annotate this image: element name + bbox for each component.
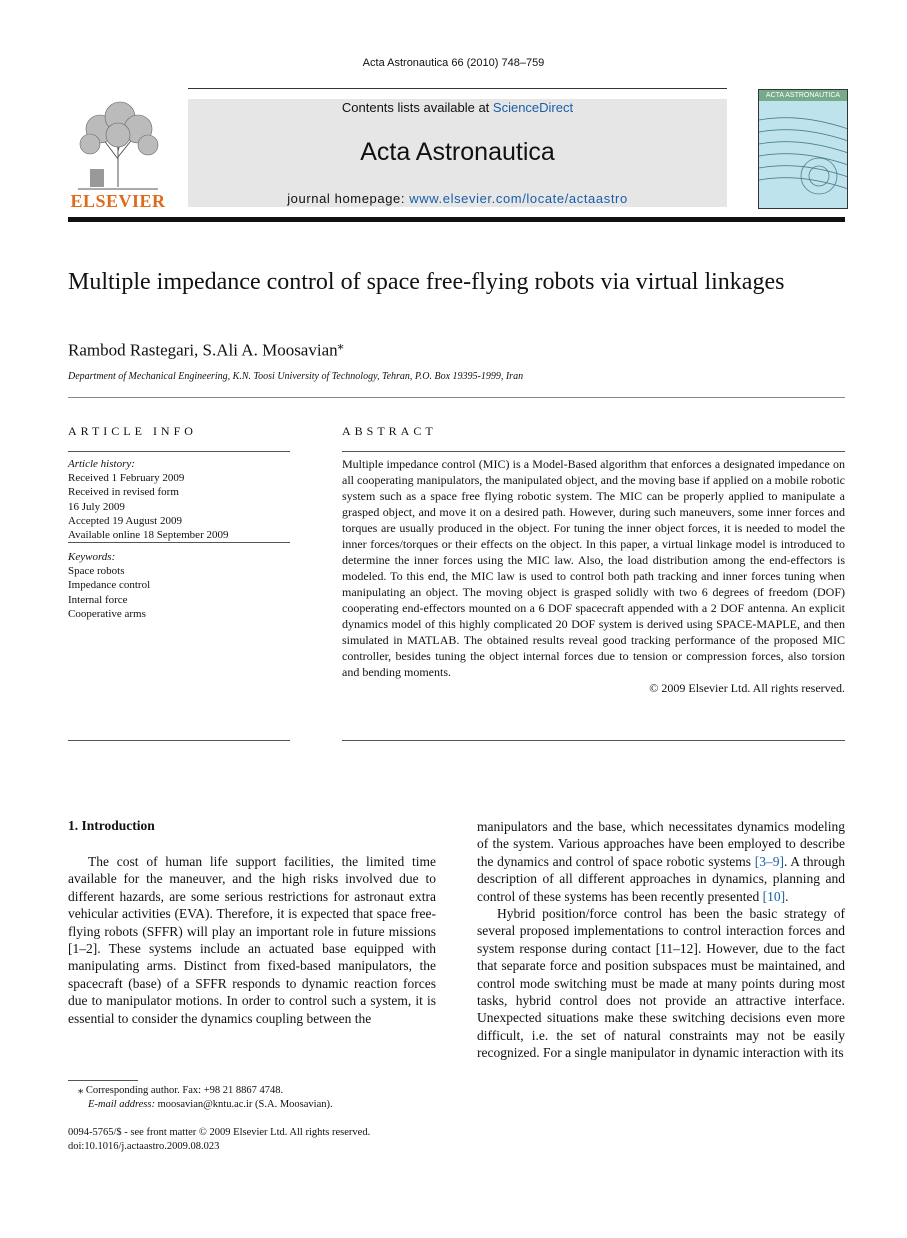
- abstract-bottom-rule: [342, 740, 845, 741]
- reference-link[interactable]: [10]: [762, 888, 786, 904]
- keywords-block: [68, 550, 290, 621]
- publisher-wordmark: ELSEVIER: [70, 191, 166, 211]
- affiliation-divider: [68, 397, 845, 398]
- history-item: 16 July 2009: [68, 500, 125, 513]
- cover-pattern-icon: [759, 101, 847, 209]
- authors-names: Rambod Rastegari, S.Ali A. Moosavian: [68, 340, 338, 360]
- article-info-rule: [68, 451, 290, 452]
- keywords-label: Keywords:: [68, 551, 116, 563]
- email-line: [78, 1098, 438, 1112]
- header-thick-rule: [68, 217, 845, 222]
- keywords-rule: [68, 542, 290, 543]
- contents-prefix: Contents lists available at: [341, 100, 493, 115]
- email-address[interactable]: moosavian@kntu.ac.ir (S.A. Moosavian).: [157, 1099, 333, 1110]
- abstract-rule: [342, 451, 845, 452]
- paragraph-text: . A through description of all different approaches in dynamics, planning and control of these systems has been recently presented: [477, 853, 845, 904]
- keyword-item: Space robots: [68, 565, 125, 578]
- intro-paragraph: The cost of human life support facilities, the limited time available for the maneuver, and the high risks involved due to different hazards, are some serious restrictions for astronaut extra vehicular activities (EVA). Therefore, it is expected that space free-flying robots (SFFR) will play an important role in future missions [1–2]. These systems include an actuated base equipped with manipulating arms. Distinct from fixed-based manipulators, the spacecraft (base) of a SFFR responds to dynamic reaction forces due to manipulator motions. In order to control such a system, it is essential to consider the dynamics coupling between the: [68, 854, 436, 1026]
- abstract-copyright: © 2009 Elsevier Ltd. All rights reserved.: [649, 681, 845, 695]
- footnote-block: [78, 1084, 438, 1112]
- article-history: [68, 457, 290, 542]
- abstract-heading: ABSTRACT: [342, 424, 437, 438]
- cover-title: ACTA ASTRONAUTICA: [759, 90, 847, 101]
- front-matter-block: [68, 1126, 448, 1154]
- corresponding-author-note: ⁎ Corresponding author. Fax: +98 21 8867 4748.: [78, 1085, 284, 1096]
- author-affiliation: Department of Mechanical Engineering, K.N. Toosi University of Technology, Tehran, P.O. Box 19395-1999, Iran: [68, 371, 524, 382]
- keyword-item: Internal force: [68, 593, 128, 606]
- history-item: Accepted 19 August 2009: [68, 514, 182, 527]
- abstract-text: Multiple impedance control (MIC) is a Model-Based algorithm that enforces a designated impedance on all cooperating manipulators, the manipulated object, and the moving base if applied on a mobile robotic system such as a space free flying robotic system. The MIC can be properly applied to manipulate a grasped object, and move it on a desired path. However, during such maneuvers, some inner forces and torques are usually produced in the object. For tuning the inner object forces, it is needed to model the inner forces/torques or their effects on the object. In this paper, a virtual linkage model is introduced to determine the inner forces using the MIC law. Also, the load distribution among the end-effectors is modeled. To this end, the MIC law is used to control both path tracking and inner forces tuning when manipulating an object. The moving object is grasped solidly with two 6 degrees of freedom (DOF) cooperating end-effectors mounted on a 6 DOF spacecraft appended with a 2 DOF antenna. An explicit dynamics model of this highly complicated 20 DOF system is derived using SPACE-MAPLE, and then simulated in MATLAB. The obtained results reveal good tracking performance of the proposed MIC controller, besides tuning the object internal forces due to tension or compression forces, also torsion and bending moments.: [342, 457, 845, 679]
- intro-paragraph: [477, 818, 845, 905]
- footnote-rule: [68, 1080, 138, 1081]
- history-label: Article history:: [68, 458, 135, 470]
- history-item: Available online 18 September 2009: [68, 529, 229, 542]
- author-list: [68, 338, 344, 361]
- reference-text: [11–12]: [655, 940, 698, 956]
- history-item: Received 1 February 2009: [68, 472, 185, 485]
- contents-line: [188, 100, 727, 115]
- homepage-prefix: journal homepage:: [287, 191, 410, 206]
- journal-name: Acta Astronautica: [360, 138, 555, 166]
- intro-left-column: [68, 853, 436, 1027]
- email-label: E-mail address:: [88, 1099, 158, 1110]
- paragraph-text: Hybrid position/force control has been the basic strategy of several proposed implementations to control interaction forces and system response during contact: [477, 906, 845, 956]
- intro-paragraph: [477, 905, 845, 1062]
- issn-line: 0094-5765/$ - see front matter © 2009 Elsevier Ltd. All rights reserved.: [68, 1127, 371, 1138]
- article-info-heading: ARTICLE INFO: [68, 424, 197, 438]
- reference-link[interactable]: [3–9]: [754, 853, 784, 869]
- keyword-item: Impedance control: [68, 579, 151, 592]
- header-top-rule: [188, 88, 727, 89]
- sciencedirect-link[interactable]: ScienceDirect: [492, 100, 574, 115]
- corresponding-author-mark[interactable]: ⁎: [337, 338, 344, 352]
- history-item: Received in revised form: [68, 486, 179, 499]
- article-title: Multiple impedance control of space free-flying robots via virtual linkages: [68, 269, 785, 295]
- keyword-item: Cooperative arms: [68, 607, 146, 620]
- intro-right-column: [477, 818, 845, 1062]
- section-heading-introduction: 1. Introduction: [68, 818, 155, 833]
- homepage-link[interactable]: www.elsevier.com/locate/actaastro: [409, 191, 628, 206]
- paragraph-text: .: [785, 888, 789, 904]
- journal-homepage-line: [188, 191, 727, 206]
- journal-cover-image: [758, 89, 848, 209]
- journal-reference: Acta Astronautica 66 (2010) 748–759: [362, 57, 545, 69]
- article-info-bottom-rule: [68, 740, 290, 741]
- abstract-body: [342, 456, 845, 696]
- tree-icon: [68, 99, 168, 191]
- doi-line[interactable]: doi:10.1016/j.actaastro.2009.08.023: [68, 1141, 220, 1152]
- paragraph-text: . However, due to the fact that separate force and position subspaces must be maintained, and control mode switching must be made at many points during most tasks, hybrid control does not provide an attractive interface. Unexpected situations make these switching decisions even more difficult, i.e. the set of natural constraints may not be easily recognized. For a single manipulator in dynamic interaction with its: [477, 940, 845, 1061]
- paragraph-text: manipulators and the base, which necessitates dynamics modeling of the system. Various approaches have been employed to describe the dynamics and control of space robotic systems: [477, 819, 845, 869]
